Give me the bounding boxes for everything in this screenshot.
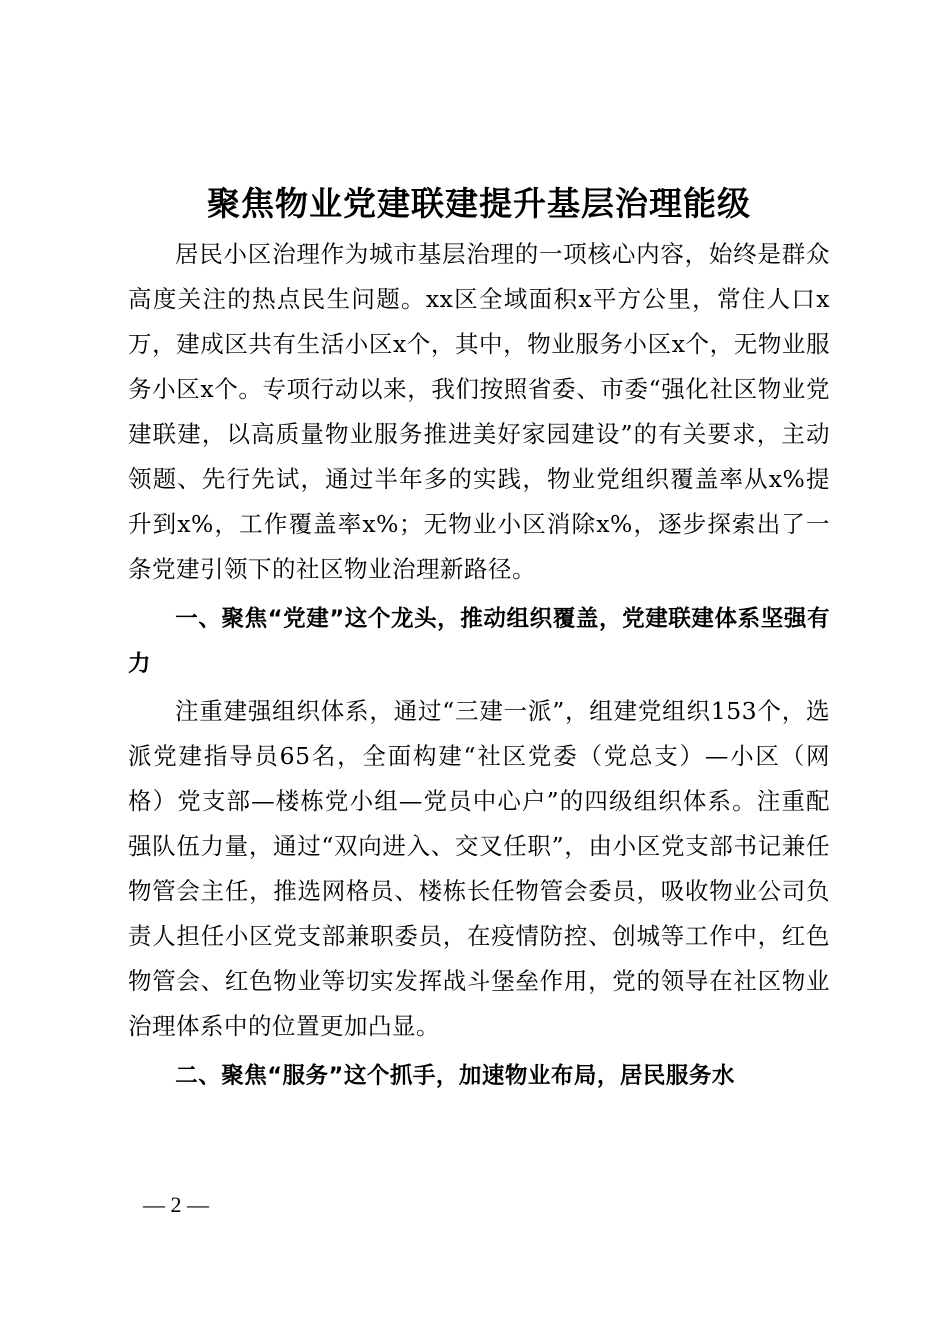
document-title: 聚焦物业党建联建提升基层治理能级: [207, 184, 751, 223]
intro-paragraph: 居民小区治理作为城市基层治理的一项核心内容，始终是群众高度关注的热点民生问题。xx区全域面积x平方公里，常住人口x万，建成区共有生活小区x个，其中，物业服务小区x个，无物业服务小区x个。专项行动以来，我们按照省委、市委“强化社区物业党建联建，以高质量物业服务推进美好家园建设”的有关要求，主动领题、先行先试，通过半年多的实践，物业党组织覆盖率从x%提升到x%，工作覆盖率x%；无物业小区消除x%，逐步探索出了一条党建引领下的社区物业治理新路径。: [128, 240, 830, 583]
section-heading-2: 二、聚焦“服务”这个抓手，加速物业布局，居民服务水: [175, 1063, 735, 1089]
document-body: [128, 232, 830, 1101]
section-heading-1: 一、聚焦“党建”这个龙头，推动组织覆盖，党建联建体系坚强有力: [128, 606, 830, 677]
page-number: — 2 —: [143, 1192, 209, 1217]
section-1-paragraph: 注重建强组织体系，通过“三建一派”，组建党组织153个，选派党建指导员65名，全面构建“社区党委（党总支）—小区（网格）党支部—楼栋党小组—党员中心户”的四级组织体系。注重配强队伍力量，通过“双向进入、交叉任职”，由小区党支部书记兼任物管会主任，推选网格员、楼栋长任物管会委员，吸收物业公司负责人担任小区党支部兼职委员，在疫情防控、创城等工作中，红色物管会、红色物业等切实发挥战斗堡垒作用，党的领导在社区物业治理体系中的位置更加凸显。: [128, 697, 830, 1040]
